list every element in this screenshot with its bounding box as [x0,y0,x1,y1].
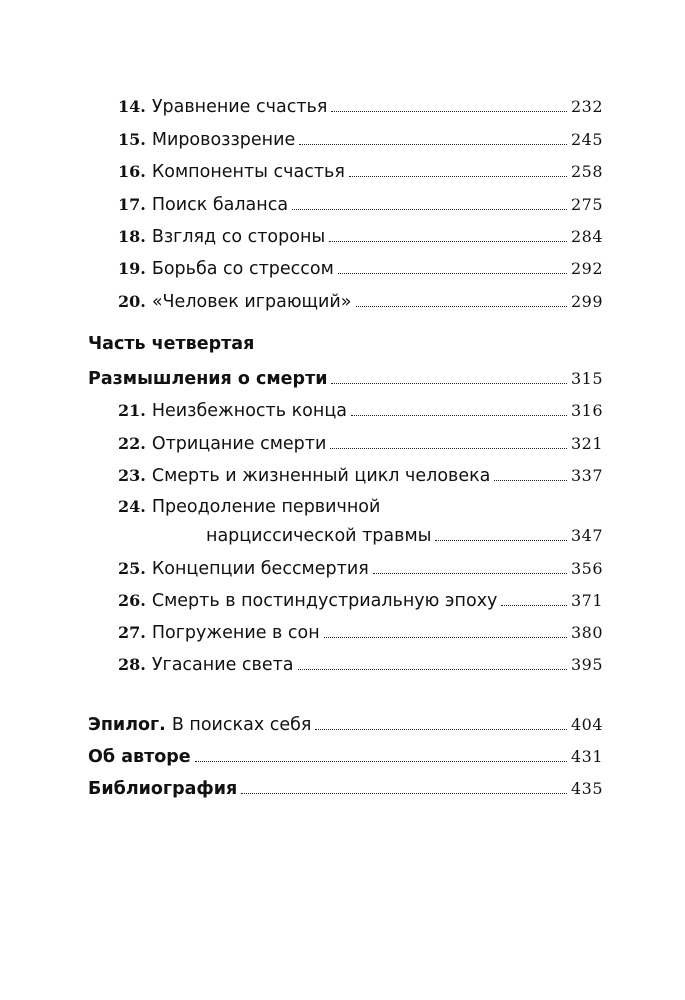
toc-entry-22[interactable] [0,425,685,455]
toc-entry-about-author[interactable] [0,738,685,768]
page-number: 337 [570,466,603,485]
dot-leader [292,209,567,210]
page-number: 347 [570,526,603,545]
chapter-title: Поиск баланса [151,195,289,215]
chapter-number: 21. [118,401,146,420]
chapter-title: Неизбежность конца [151,401,347,421]
chapter-title: Взгляд со стороны [151,227,326,247]
epilogue-lead: Эпилог. [88,715,166,735]
part-label: Часть четвертая [88,334,255,354]
chapter-title: Компоненты счастья [151,162,345,182]
chapter-title: Мировоззрение [151,130,296,150]
chapter-title: Борьба со стрессом [151,259,334,279]
toc-entry-19[interactable] [0,250,685,280]
dot-leader [330,448,567,449]
toc-entry-14[interactable] [0,88,685,118]
toc-entry-epilogue[interactable] [0,706,685,736]
page-number: 315 [570,369,603,388]
dot-leader [435,540,566,541]
chapter-title: Отрицание смерти [151,434,327,454]
toc-entry-21[interactable] [0,392,685,422]
chapter-number: 27. [118,623,146,642]
page-number: 321 [570,434,603,453]
page-number: 431 [570,747,603,766]
chapter-title: Преодоление первичной [151,497,381,517]
page-number: 404 [570,715,603,734]
page-number: 232 [570,97,603,116]
dot-leader [329,241,567,242]
page-number: 275 [570,195,603,214]
chapter-title: Погружение в сон [151,623,320,643]
dot-leader [356,306,567,307]
chapter-title: Смерть и жизненный цикл человека [151,466,491,486]
chapter-number: 20. [118,292,146,311]
about-author-title: Об авторе [88,747,191,767]
toc-entry-28[interactable] [0,646,685,676]
chapter-title: «Человек играющий» [151,292,352,312]
toc-entry-23[interactable] [0,457,685,487]
page-number: 292 [570,259,603,278]
dot-leader [494,480,567,481]
chapter-title: Концепции бессмертия [151,559,369,579]
toc-entry-18[interactable] [0,218,685,248]
toc-entry-17[interactable] [0,186,685,216]
chapter-title-continued: нарциссической травмы [206,526,432,546]
chapter-number: 22. [118,434,146,453]
dot-leader [315,729,566,730]
page-number: 299 [570,292,603,311]
page-number: 316 [570,401,603,420]
page-number: 356 [570,559,603,578]
dot-leader [349,176,567,177]
toc-entry-part-four[interactable] [0,360,685,390]
page-number: 258 [570,162,603,181]
dot-leader [324,637,567,638]
chapter-number: 17. [118,195,146,214]
chapter-number: 23. [118,466,146,485]
chapter-number: 25. [118,559,146,578]
page-number: 380 [570,623,603,642]
toc-entry-16[interactable] [0,153,685,183]
dot-leader [299,144,567,145]
dot-leader [195,761,567,762]
dot-leader [338,273,567,274]
chapter-number: 16. [118,162,146,181]
chapter-number: 28. [118,655,146,674]
dot-leader [241,793,567,794]
toc-entry-bibliography[interactable] [0,770,685,800]
chapter-title: Смерть в постиндустриальную эпоху [151,591,498,611]
bibliography-title: Библиография [88,779,238,799]
toc-entry-25[interactable] [0,550,685,580]
chapter-number: 18. [118,227,146,246]
epilogue-title [88,714,311,736]
dot-leader [298,669,567,670]
page-number: 435 [570,779,603,798]
chapter-number: 26. [118,591,146,610]
chapter-number: 24. [118,497,146,516]
dot-leader [331,383,566,384]
page-number: 395 [570,655,603,674]
toc-entry-26[interactable] [0,582,685,612]
dot-leader [351,415,567,416]
page-number: 284 [570,227,603,246]
chapter-number: 19. [118,259,146,278]
toc-entry-20[interactable] [0,283,685,313]
epilogue-subtitle: В поисках себя [171,715,312,735]
dot-leader [331,111,567,112]
chapter-number: 15. [118,130,146,149]
toc-entry-15[interactable] [0,121,685,151]
page-number: 245 [570,130,603,149]
toc-entry-24[interactable] [0,517,685,547]
toc-entry-27[interactable] [0,614,685,644]
dot-leader [501,605,567,606]
chapter-title: Уравнение счастья [151,97,328,117]
part-title: Размышления о смерти [88,369,328,389]
chapter-number: 14. [118,97,146,116]
toc-entry-24-line1[interactable] [0,488,685,518]
page-number: 371 [570,591,603,610]
chapter-title: Угасание света [151,655,294,675]
dot-leader [373,573,567,574]
